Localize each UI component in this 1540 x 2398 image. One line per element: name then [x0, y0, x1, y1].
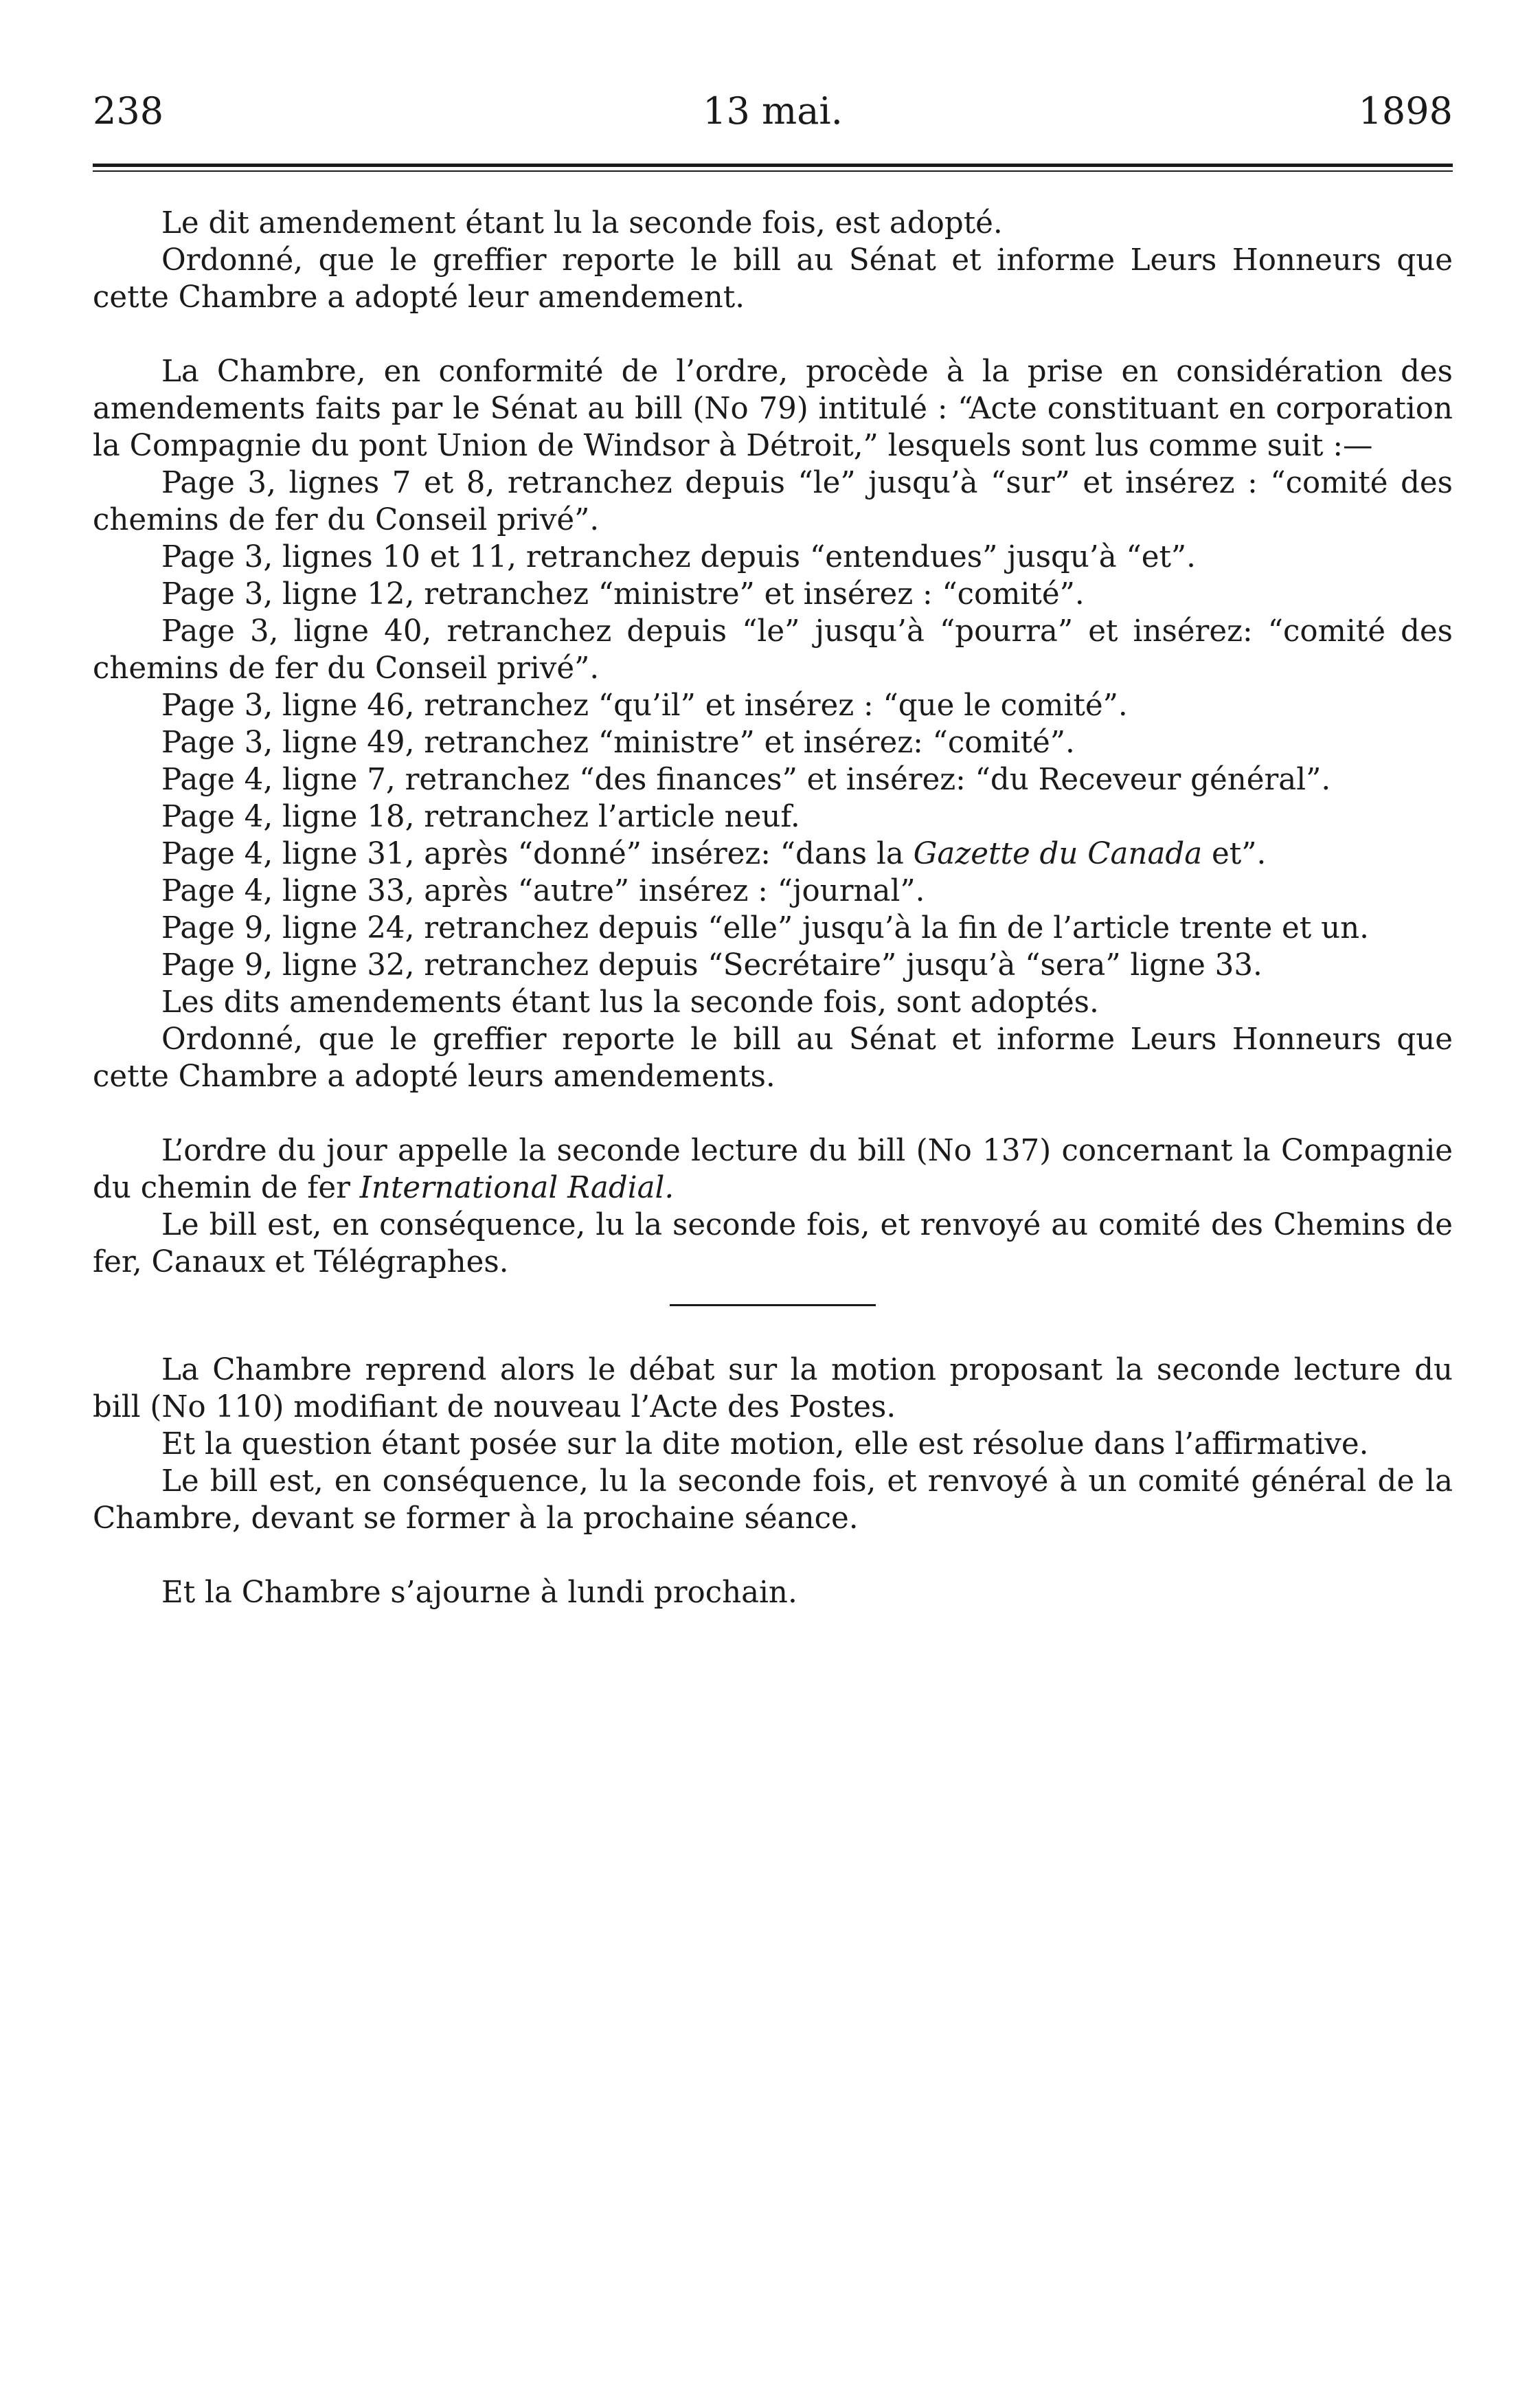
paragraph-italic-text: International Radial.: [359, 1171, 675, 1205]
page-body: [93, 205, 1453, 1611]
amendment-item: [93, 836, 1453, 873]
amendment-item: Page 3, lignes 7 et 8, retranchez depuis “le” jusqu’à “sur” et insérez : “comité des chemins de fer du Conseil privé”.: [93, 466, 1453, 537]
paragraph: Le bill est, en conséquence, lu la seconde fois, et renvoyé à un comité général de la Chambre, devant se former à la prochaine séance.: [93, 1464, 1453, 1536]
amendment-text: et”.: [1202, 837, 1267, 871]
paragraph: Les dits amendements étant lus la seconde fois, sont adoptés.: [161, 985, 1099, 1020]
header-rule-thin: [93, 170, 1453, 172]
amendment-item: Page 9, ligne 24, retranchez depuis “elle” jusqu’à la fin de l’article trente et un.: [161, 911, 1369, 945]
amendment-item: Page 3, ligne 46, retranchez “qu’il” et insérez : “que le comité”.: [161, 688, 1128, 723]
paragraph: La Chambre reprend alors le débat sur la motion proposant la seconde lecture du bill (No 110) modifiant de nouveau l’Acte des Postes.: [93, 1353, 1453, 1424]
amendment-item: Page 3, lignes 10 et 11, retranchez depuis “entendues” jusqu’à “et”.: [161, 540, 1196, 574]
page-date: 13 mai.: [703, 89, 843, 133]
paragraph: [93, 1132, 1453, 1207]
section-divider: [670, 1304, 876, 1306]
paragraph: Le bill est, en conséquence, lu la seconde fois, et renvoyé au comité des Chemins de fer, Canaux et Télégraphes.: [93, 1208, 1453, 1279]
page-year: 1898: [1358, 89, 1453, 133]
amendment-item: Page 3, ligne 12, retranchez “ministre” et insérez : “comité”.: [161, 577, 1085, 612]
paragraph: Ordonné, que le greffier reporte le bill au Sénat et informe Leurs Honneurs que cette Chambre a adopté leurs amendements.: [93, 1022, 1453, 1094]
paragraph: Ordonné, que le greffier reporte le bill au Sénat et informe Leurs Honneurs que cette Chambre a adopté leur amendement.: [93, 243, 1453, 315]
amendment-item: Page 3, ligne 49, retranchez “ministre” et insérez: “comité”.: [161, 726, 1075, 760]
paragraph-text: L’ordre du jour appelle la seconde lecture du bill (No 137) concernant la Compagnie du chemin de fer: [93, 1134, 1453, 1205]
paragraph: Et la Chambre s’ajourne à lundi prochain.: [161, 1576, 797, 1610]
paragraph: Et la question étant posée sur la dite motion, elle est résolue dans l’affirmative.: [161, 1427, 1369, 1461]
amendment-item: Page 3, ligne 40, retranchez depuis “le” jusqu’à “pourra” et insérez: “comité des chemins de fer du Conseil privé”.: [93, 614, 1453, 686]
amendment-item: Page 4, ligne 7, retranchez “des finances” et insérez: “du Receveur général”.: [161, 763, 1331, 797]
journal-page: [93, 89, 1453, 1611]
amendment-italic-text: Gazette du Canada: [913, 837, 1203, 871]
page-header: [93, 89, 1453, 144]
paragraph: Le dit amendement étant lu la seconde fois, est adopté.: [161, 206, 1003, 240]
paragraph: La Chambre, en conformité de l’ordre, procède à la prise en considération des amendements faits par le Sénat au bill (No 79) intitulé : “Acte constituant en corporation la Compagnie du pont Union de Windsor à Détroit,” lesquels sont lus comme suit :—: [93, 355, 1453, 463]
page-number: 238: [93, 89, 164, 133]
amendment-item: Page 4, ligne 18, retranchez l’article neuf.: [161, 800, 800, 834]
amendment-item: Page 4, ligne 33, après “autre” insérez : “journal”.: [161, 874, 925, 908]
amendment-item: Page 9, ligne 32, retranchez depuis “Secrétaire” jusqu’à “sera” ligne 33.: [161, 948, 1262, 983]
amendment-text: Page 4, ligne 31, après “donné” insérez: “dans la: [161, 837, 914, 871]
header-rule-thick: [93, 164, 1453, 167]
